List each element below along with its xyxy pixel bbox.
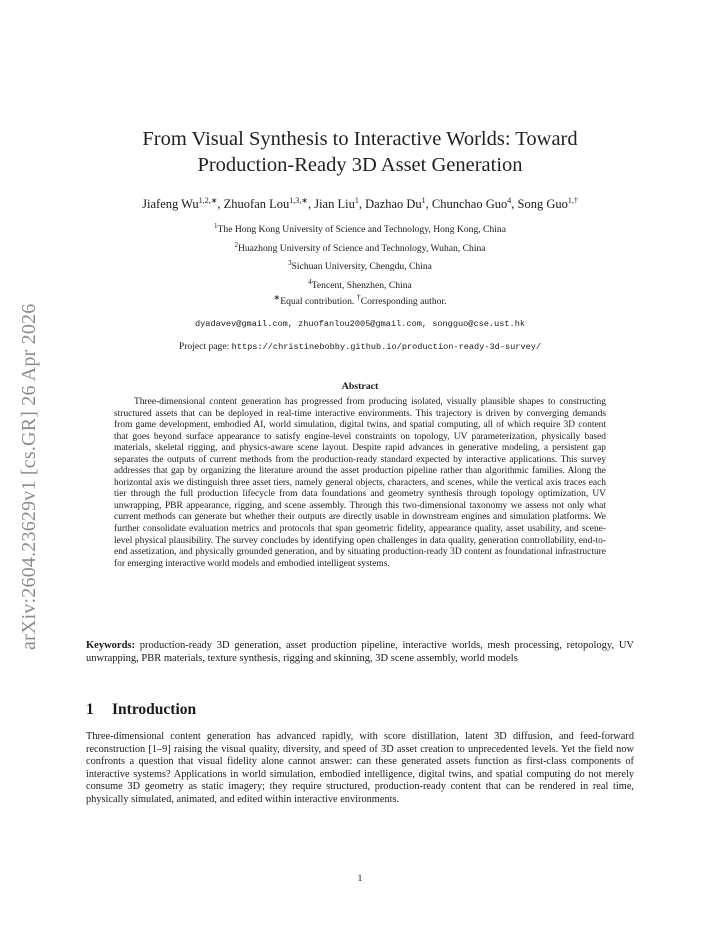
- author-affil-mark: 1,2,∗: [198, 196, 218, 205]
- author-emails[interactable]: dyadavev@gmail.com, zhuofanlou2005@gmail.com, songguo@cse.ust.hk: [194, 319, 526, 329]
- abstract-text: Three-dimensional content generation has progressed from producing isolated, visually plausible shapes to constructing structured assets that can be deployed in real-time interactive environments. This trajectory is driven by converging demands from game development, embodied AI, world simulation, digital twins, and spatial computing, all of which require 3D content that goes beyond surface appearance to satisfy engine-level constraints on topology, UV parameterization, physically based materials, skeletal rigging, and physics-aware scene layout. Despite rapid advances in generative modeling, a persistent gap separates the outputs of current methods from the production-ready standard expected by interactive applications. This survey addresses that gap by organizing the literature around the asset production pipeline rather than algorithmic families. Along the horizontal axis we distinguish three asset tiers, namely general objects, characters, and scenes, while the vertical axis traces each tier through the full production lifecycle from data foundations and geometry synthesis through topology optimization, UV unwrapping, PBR appearance, rigging, and scene assembly. Through this two-dimensional taxonomy we assess not only what current methods can generate but whether their outputs are directly usable in downstream engines and simulation platforms. We further consolidate evaluation metrics and protocols that span geometric fidelity, appearance quality, asset usability, and scene-level physical plausibility. The survey concludes by identifying open challenges in data quality, generation controllability, end-to-end assetization, and physically grounded generation, and by situating production-ready 3D content as foundational infrastructure for emerging interactive world models and embodied intelligent systems.: [114, 397, 606, 569]
- author-affil-mark: 1,3,∗: [289, 196, 308, 205]
- affiliation: $^1$The Hong Kong University of Science and Technology, Hong Kong, China: [214, 222, 506, 236]
- author-affil-mark: 1,†: [567, 196, 578, 205]
- author-list: Jiafeng $Wu^{1,2,∗}$, Zhuofan Lou$^{1,3,∗}$, Jian Liu$^1$, Dazhao Du$^1$, Chunchao Guo$^4$, Song Guo$^{1,\dagger}$: [142, 196, 578, 212]
- author-affil-mark: 1: [421, 196, 426, 205]
- project-page: [90, 341, 630, 352]
- title-line-2: Production-Ready 3D Asset Generation: [197, 154, 523, 176]
- affiliation-list: [90, 219, 630, 294]
- keywords: [86, 640, 634, 665]
- author-name: Jiafeng Wu: [142, 197, 199, 212]
- author-name: Zhuofan Lou: [223, 197, 290, 212]
- paper-title: [90, 126, 630, 178]
- affiliation: $^4$Tencent, Shenzhen, China: [308, 278, 412, 292]
- arxiv-identifier[interactable]: arXiv:2604.23629v1 [cs.GR] 26 Apr 2026: [18, 303, 40, 650]
- author-name: Chunchao Guo: [431, 197, 508, 212]
- author-affil-mark: 4: [507, 196, 512, 205]
- page-number: 1: [357, 873, 363, 884]
- section-title: Introduction: [112, 701, 197, 718]
- author-affil-mark: 1: [354, 196, 359, 205]
- introduction-paragraph: Three-dimensional content generation has advanced rapidly, with score distillation, latent 3D diffusion, and feed-forward reconstruction [1–9] raising the visual quality, diversity, and speed of 3D asset creation to unprecedented levels. Yet the field now confronts a question that visual fidelity alone cannot answer: can these generated assets function as first-class components of interactive systems? Applications in world simulation, embodied intelligence, digital twins, and spatial computing do not merely consume 3D geometry as static imagery; they require structured, production-ready content that can be rendered in real time, physically simulated, animated, and edited within interactive environments.: [86, 731, 634, 805]
- project-page-label: Project page:: [178, 341, 230, 352]
- section-heading-introduction: [86, 701, 634, 719]
- author-name: Jian Liu: [314, 197, 355, 212]
- affiliation: $^2$Huazhong University of Science and Technology, Wuhan, China: [234, 240, 486, 254]
- affiliation: $^3$Sichuan University, Chengdu, China: [288, 259, 432, 273]
- keywords-list: production-ready 3D generation, asset production pipeline, interactive worlds, mesh processing, retopology, UV unwrapping, PBR materials, texture synthesis, rigging and skinning, 3D scene assembly, world models: [86, 640, 634, 664]
- keywords-label: Keywords:: [86, 640, 135, 651]
- section-number: 1: [86, 701, 94, 718]
- author-name: Song Guo: [517, 197, 568, 212]
- author-name: Dazhao Du: [365, 197, 422, 212]
- title-line-1: From Visual Synthesis to Interactive Worlds: Toward: [142, 128, 578, 150]
- contribution-note: ∗Equal contribution. †Corresponding author.: [273, 293, 447, 308]
- project-page-link[interactable]: https://christinebobby.github.io/production-ready-3d-survey/: [231, 342, 542, 352]
- abstract-heading: Abstract: [341, 381, 379, 392]
